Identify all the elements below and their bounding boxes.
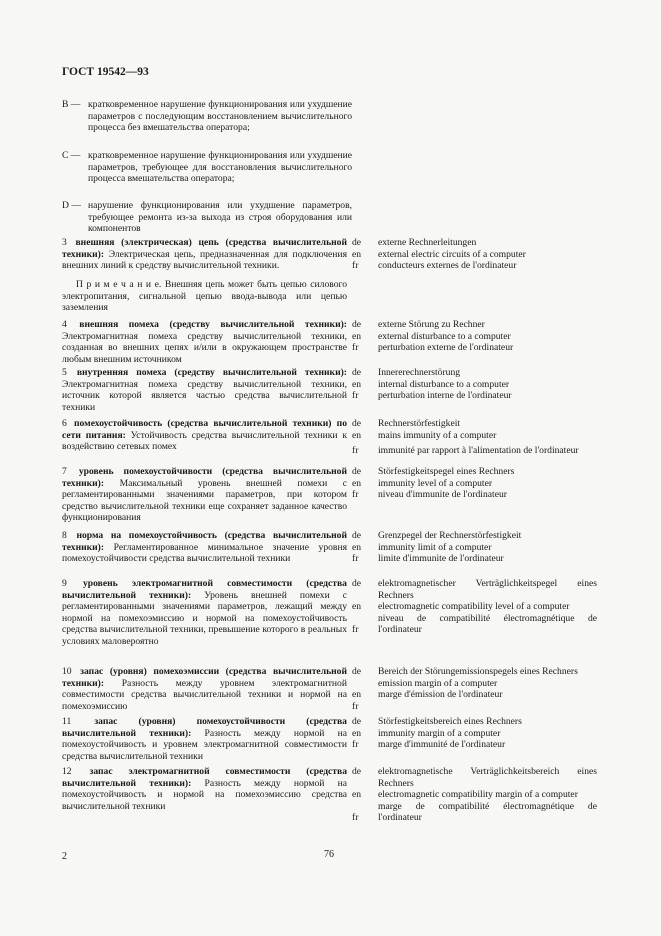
term-name: норма на помехоустойчивость (средства вычислительной техники): (62, 530, 347, 553)
category-d (62, 200, 352, 235)
term-name: запас электромагнитной совместимости (средства вычислительной техники): (62, 766, 347, 789)
lang-code: de (352, 466, 362, 477)
lang-code: fr (352, 445, 359, 457)
term-7-translations (378, 466, 597, 501)
lang-code: en (352, 789, 362, 801)
lang-code: en (352, 689, 362, 701)
lang-code: fr (352, 624, 359, 636)
term-10-translations (378, 666, 597, 701)
term-7-langs (352, 466, 372, 501)
term-definition: Максимальный уровень внешней помехи с регламентированными значениями параметров, при котором средство вычислительной техники еще сохраняет заданное качество функционирования (62, 477, 347, 524)
translation: external electric circuits of a computer (378, 248, 526, 260)
translation: Störfestigkeitspegel eines Rechners (378, 466, 515, 477)
translation: electromagnetic compatibility level of a computer (378, 601, 570, 613)
term-definition: Электромагнитная помеха средству вычислительной техники, источник которой является частью средства вычислительной техники (62, 378, 347, 413)
term-definition: Разность между уровнем электромагнитной совместимости средства вычислительной техники и нормой на помехоэмиссию (62, 677, 347, 712)
term-12-langs (352, 766, 372, 824)
translation: emission margin of a computer (378, 677, 498, 689)
lang-code: de (352, 666, 362, 677)
term-10-ru (62, 666, 347, 712)
term-name: помехоустойчивость (средства вычислительной техники) по сети питания: (62, 418, 348, 441)
term-definition: Электромагнитная помеха средству вычислительной техники, созданная во внешних цепях и/или в окружающем пространстве любым внешним источником (62, 330, 347, 365)
note: П р и м е ч а н и е. Внешняя цепь может быть цепью силового электропитания, сигнальной цепью ввода-вывода или цепью заземления (62, 279, 347, 314)
term-definition: Разность между нормой на помехоустойчивость и уровнем электромагнитной совместимости средства вычислительной техники (62, 727, 347, 762)
translation: immunity margin of a computer (378, 727, 501, 739)
lang-code: en (352, 727, 362, 739)
term-name: внешняя (электрическая) цепь (средства вычислительной техники): (62, 237, 347, 260)
lang-code: fr (352, 260, 359, 272)
term-number: 12 (62, 766, 72, 777)
translation: conducteurs externes de l'ordinateur (378, 260, 517, 272)
term-6-langs (352, 418, 372, 457)
translation: marge d'émission de l'ordinateur (378, 689, 503, 701)
term-9-langs (352, 578, 372, 636)
term-number: 4 (62, 319, 67, 330)
term-11-translations (378, 716, 597, 751)
category-key: C — (62, 150, 81, 161)
term-4-translations (378, 319, 597, 354)
lang-code: de (352, 530, 362, 541)
translation: perturbation interne de l'ordinateur (378, 390, 512, 402)
translation: elektromagnetischer Verträglichkeitspegel eines Rechners (378, 578, 597, 601)
translation: marge d'immunité de l'ordinateur (378, 739, 506, 751)
translation: mains immunity of a computer (378, 429, 497, 441)
lang-code: en (352, 601, 362, 613)
term-number: 10 (62, 666, 72, 677)
term-name: уровень помехоустойчивости (средства вычислительной техники): (62, 466, 347, 489)
translation: niveau de compatibilité électromagnétique de l'ordinateur (378, 612, 597, 636)
translation: perturbation externe de l'ordinateur (378, 342, 514, 354)
translation: Störfestigkeitsbereich eines Rechners (378, 716, 522, 727)
term-name: уровень электромагнитной совместимости (средства вычислительной техники): (62, 578, 347, 601)
term-11-ru (62, 716, 347, 762)
term-8-translations (378, 530, 597, 565)
translation: Innererechnerstörung (378, 367, 461, 378)
lang-code: de (352, 418, 362, 429)
lang-code: en (352, 429, 362, 441)
category-key: D — (62, 200, 81, 211)
term-4-langs (352, 319, 372, 354)
translation: externe Rechnerleitungen (378, 237, 477, 248)
lang-code: fr (352, 390, 359, 402)
lang-code: en (352, 378, 362, 390)
term-4-ru (62, 319, 347, 365)
translation: Grenzpegel der Rechnerstörfestigkeit (378, 530, 522, 541)
translation: Bereich der Störungemissionspegels eines Rechners (378, 666, 578, 677)
term-number: 8 (62, 530, 67, 541)
term-9-ru (62, 578, 347, 648)
term-10-langs (352, 666, 372, 712)
term-number: 6 (62, 418, 67, 429)
lang-code: de (352, 319, 362, 330)
term-definition: Регламентированное минимальное значение уровня помехоустойчивости средства вычислительной техники (62, 541, 347, 565)
translation: electromagnetic compatibility margin of a computer (378, 789, 578, 801)
term-name: запас (уровня) помехоэмиссии (средства вычислительной техники): (62, 666, 347, 689)
lang-code: en (352, 477, 362, 489)
category-b (62, 99, 352, 134)
term-6-ru (62, 418, 347, 453)
lang-code: en (352, 541, 362, 553)
term-6-translations (378, 418, 597, 457)
term-7-ru (62, 466, 347, 524)
term-definition: Уровень внешней помехи с регламентированными значениями параметров, лежащий между нормой на помехоэмиссию и нормой на помехоустойчивость средства вычислительной техники, превышение которого в реальных условиях маловероятно (62, 589, 347, 647)
term-name: внешняя помеха (средству вычислительной техники): (79, 319, 347, 330)
page-number-center: 76 (324, 849, 334, 860)
lang-code: de (352, 237, 362, 248)
lang-code: fr (352, 553, 359, 565)
lang-code: de (352, 766, 362, 777)
term-5-ru (62, 367, 347, 413)
term-3-translations (378, 237, 597, 272)
translation: elektromagnetische Verträglichkeitsbereich eines Rechners (378, 766, 597, 789)
lang-code: de (352, 716, 362, 727)
term-number: 5 (62, 367, 67, 378)
translation: internal disturbance to a computer (378, 378, 510, 390)
term-number: 11 (62, 716, 72, 727)
page-title: ГОСТ 19542—93 (62, 66, 149, 78)
term-12-translations (378, 766, 597, 824)
term-definition: Разность между нормой на помехоустойчивость и нормой на помехоэмиссию средства вычислительной техники (62, 777, 347, 812)
term-name: запас (уровня) помехоустойчивости (средства вычислительной техники): (62, 716, 347, 739)
lang-code: fr (352, 342, 359, 354)
page-number-left: 2 (62, 851, 67, 862)
category-text: кратковременное нарушение функционирования или ухудшение параметров с последующим восстановлением вычислительного процесса без вмешательства оператора; (88, 99, 352, 134)
translation: external disturbance to a computer (378, 330, 511, 342)
category-text: кратковременное нарушение функционирования или ухудшение параметров, требующее для восстановления вычислительного процесса вмешательства оператора; (88, 150, 352, 185)
term-name: внутренняя помеха (средству вычислительной техники): (76, 367, 347, 378)
term-12-ru (62, 766, 347, 812)
category-c (62, 150, 352, 185)
translation: immunity level of a computer (378, 477, 493, 489)
lang-code: en (352, 330, 362, 342)
term-3-langs (352, 237, 372, 272)
lang-code: fr (352, 812, 359, 824)
lang-code: fr (352, 700, 359, 712)
term-9-translations (378, 578, 597, 636)
lang-code: fr (352, 489, 359, 501)
term-8-langs (352, 530, 372, 565)
lang-code: fr (352, 739, 359, 751)
term-number: 7 (62, 466, 67, 477)
term-11-langs (352, 716, 372, 751)
translation: externe Störung zu Rechner (378, 319, 485, 330)
translation: marge de compatibilité électromagnétique de l'ordinateur (378, 800, 597, 824)
term-number: 9 (62, 578, 67, 589)
lang-code: de (352, 367, 362, 378)
term-8-ru (62, 530, 347, 565)
translation: immunity limit of a computer (378, 541, 492, 553)
translation: Rechnerstörfestigkeit (378, 418, 461, 429)
term-number: 3 (62, 237, 67, 248)
term-3-ru (62, 237, 347, 272)
term-definition: Электрическая цепь, предназначенная для подключения внешних линий к средству вычислительной техники. (62, 248, 347, 272)
translation: niveau d'immunite de l'ordinateur (378, 489, 507, 501)
lang-code: en (352, 248, 362, 260)
term-5-langs (352, 367, 372, 402)
category-text: нарушение функционирования или ухудшение параметров, требующее ремонта из-за выхода из строя оборудования или компонентов (88, 200, 352, 235)
term-definition: Устойчивость средства вычислительной техники к воздействию сетевых помех (62, 429, 347, 453)
category-key: B — (62, 99, 81, 110)
term-5-translations (378, 367, 597, 402)
translation: immunité par rapport à l'alimentation de l'ordinateur (378, 445, 579, 457)
translation: limite d'immunite de l'ordinateur (378, 553, 504, 565)
lang-code: de (352, 578, 362, 589)
